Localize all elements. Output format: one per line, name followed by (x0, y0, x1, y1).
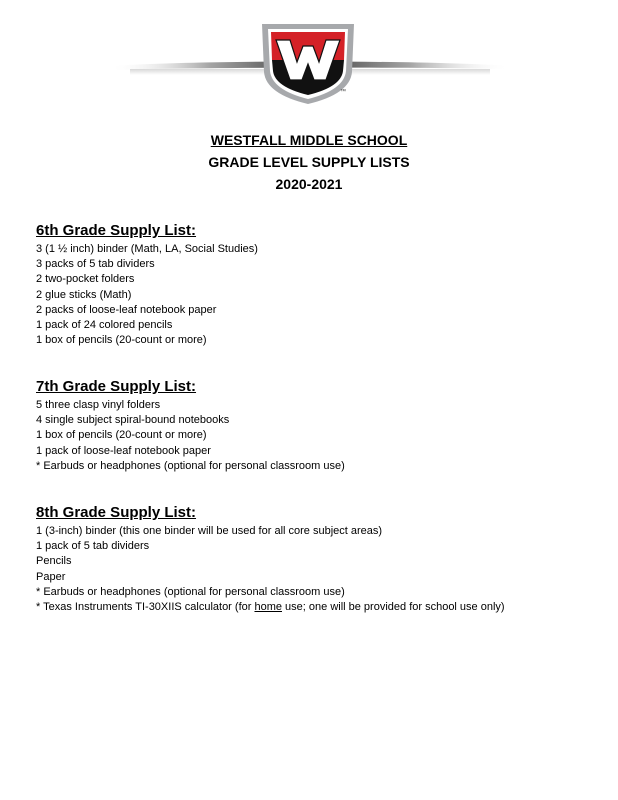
calculator-text-after: use; one will be provided for school use only) (282, 601, 505, 614)
list-item: 2 glue sticks (Math) (36, 288, 132, 301)
section-title: 8th Grade Supply List: (36, 504, 197, 521)
list-item: 1 box of pencils (20-count or more) (36, 334, 207, 347)
section-8th-grade (36, 504, 596, 615)
list-item: 1 (3-inch) binder (this one binder will be used for all core subject areas) (36, 525, 383, 537)
school-year: 2020-2021 (275, 176, 343, 192)
section-6th-grade (36, 222, 596, 348)
list-item: 1 box of pencils (20-count or more) (36, 429, 207, 442)
list-item: 2 two-pocket folders (36, 273, 135, 286)
logo-banner (0, 0, 618, 110)
calculator-item (36, 600, 596, 615)
list-item: Pencils (36, 555, 72, 568)
document-header (0, 129, 618, 195)
school-name: WESTFALL MIDDLE SCHOOL (210, 132, 408, 148)
list-item: 2 packs of loose-leaf notebook paper (36, 303, 217, 316)
list-item: 1 pack of 24 colored pencils (36, 319, 173, 332)
list-item: 1 pack of 5 tab dividers (36, 540, 150, 553)
list-item: 3 packs of 5 tab dividers (36, 258, 155, 271)
list-item: * Earbuds or headphones (optional for personal classroom use) (36, 585, 345, 598)
list-item: * Earbuds or headphones (optional for personal classroom use) (36, 459, 345, 472)
trademark-symbol: ™ (340, 89, 346, 95)
list-item: 1 pack of loose-leaf notebook paper (36, 444, 211, 457)
list-item: Paper (36, 570, 66, 583)
calculator-text-home: home (254, 601, 282, 614)
document-subtitle: GRADE LEVEL SUPPLY LISTS (208, 154, 410, 170)
list-item: 4 single subject spiral-bound notebooks (36, 414, 230, 427)
list-item: 3 (1 ½ inch) binder (Math, LA, Social Studies) (36, 243, 258, 255)
calculator-text-before: * Texas Instruments TI-30XIIS calculator (for (36, 601, 255, 614)
westfall-logo (0, 0, 618, 110)
list-item: 5 three clasp vinyl folders (36, 399, 161, 411)
section-7th-grade (36, 378, 596, 474)
section-title: 7th Grade Supply List: (36, 378, 197, 395)
section-title: 6th Grade Supply List: (36, 222, 197, 239)
